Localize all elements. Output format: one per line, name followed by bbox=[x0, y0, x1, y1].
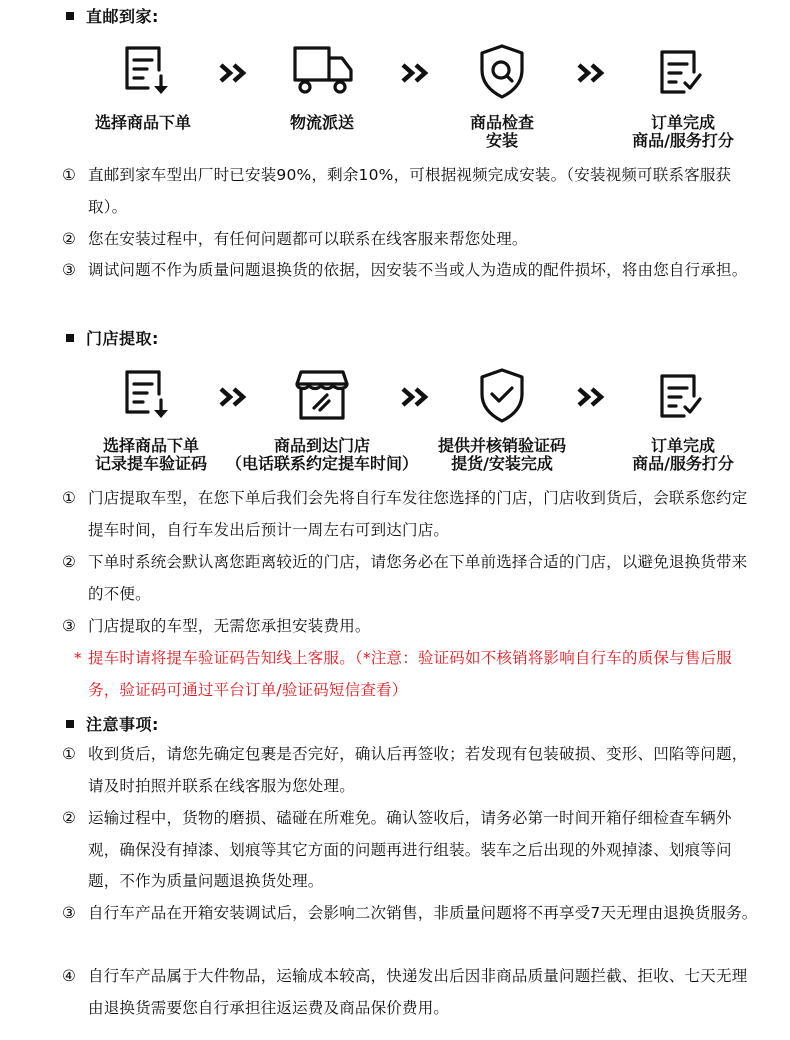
list-item: ① 门店提取车型，在您下单后我们会先将自行车发往您选择的门店，门店收到货后，会联系您约定提车时间，自行车发出后预计一周左右可到达门店。 bbox=[62, 489, 748, 539]
double-chevron-icon bbox=[214, 382, 254, 412]
section-title-store: 门店提取: bbox=[66, 322, 159, 352]
list-item: ① 直邮到家车型出厂时已安装90%，剩余10%，可根据视频完成安装。（安装视频可联系客服获取）。 bbox=[62, 166, 732, 216]
step-label-shipping: 物流派送 bbox=[289, 113, 355, 132]
bullet-square-icon bbox=[66, 12, 74, 20]
double-chevron-icon bbox=[572, 382, 612, 412]
list-item: ③ 门店提取的车型，无需您承担安装费用。 bbox=[62, 617, 371, 635]
step-label-order: 选择商品下单 bbox=[94, 113, 192, 132]
list-item: ② 下单时系统会默认离您距离较近的门店，请您务必在下单前选择合适的门店，以避免退换货带来的不便。 bbox=[62, 553, 748, 603]
bullet-square-icon bbox=[66, 334, 74, 342]
step-label-inspect: 商品检查 安装 bbox=[469, 113, 535, 150]
checklist-icon bbox=[648, 42, 718, 102]
list-item: ② 运输过程中，货物的磨损、磕碰在所难免。确认签收后，请务必第一时间开箱仔细检查车辆外观，确保没有掉漆、划痕等其它方面的问题再进行组装。装车之后出现的外观掉漆、划痕等问题，不作为质量问题退换货处理。 bbox=[62, 809, 732, 890]
section-title-direct: 直邮到家: bbox=[66, 0, 159, 30]
list-item: ① 收到货后，请您先确定包裹是否完好，确认后再签收；若发现有包装破损、变形、凹陷等问题，请及时拍照并联系在线客服为您处理。 bbox=[62, 745, 748, 795]
step-label-verify: 提供并核销验证码 提货/安装完成 bbox=[437, 436, 567, 473]
double-chevron-icon bbox=[396, 58, 436, 88]
list-item: ② 您在安装过程中，有任何问题都可以联系在线客服来帮您处理。 bbox=[62, 230, 528, 248]
section-title-notes: 注意事项: bbox=[66, 708, 159, 738]
truck-icon bbox=[287, 42, 357, 102]
double-chevron-icon bbox=[396, 382, 436, 412]
shield-search-icon bbox=[467, 42, 537, 102]
list-item: ③ 调试问题不作为质量问题退换货的依据，因安装不当或人为造成的配件损坏，将由您自行承担。 bbox=[62, 261, 748, 279]
double-chevron-icon bbox=[214, 58, 254, 88]
step-label-order: 选择商品下单 记录提车验证码 bbox=[94, 436, 208, 473]
pickup-notice: * 提车时请将提车验证码告知线上客服。（*注意：验证码如不核销将影响自行车的质保与售后服务，验证码可通过平台订单/验证码短信查看） bbox=[74, 649, 732, 699]
order-list-icon bbox=[117, 366, 187, 426]
list-item: ④ 自行车产品属于大件物品，运输成本较高，快递发出后因非商品质量问题拦截、拒收、七天无理由退换货需要您自行承担往返运费及商品保价费用。 bbox=[62, 967, 748, 1017]
step-label-complete: 订单完成 商品/服务打分 bbox=[632, 436, 734, 473]
step-label-store-arrival: 商品到达门店 （电话联系约定提车时间） bbox=[225, 436, 419, 473]
shield-check-icon bbox=[467, 366, 537, 426]
double-chevron-icon bbox=[572, 58, 612, 88]
order-list-icon bbox=[117, 42, 187, 102]
checklist-icon bbox=[648, 366, 718, 426]
store-icon bbox=[287, 366, 357, 426]
list-item: ③ 自行车产品在开箱安装调试后，会影响二次销售，非质量问题将不再享受7天无理由退换货服务。 bbox=[62, 904, 758, 922]
bullet-square-icon bbox=[66, 720, 74, 728]
step-label-complete: 订单完成 商品/服务打分 bbox=[632, 113, 734, 150]
